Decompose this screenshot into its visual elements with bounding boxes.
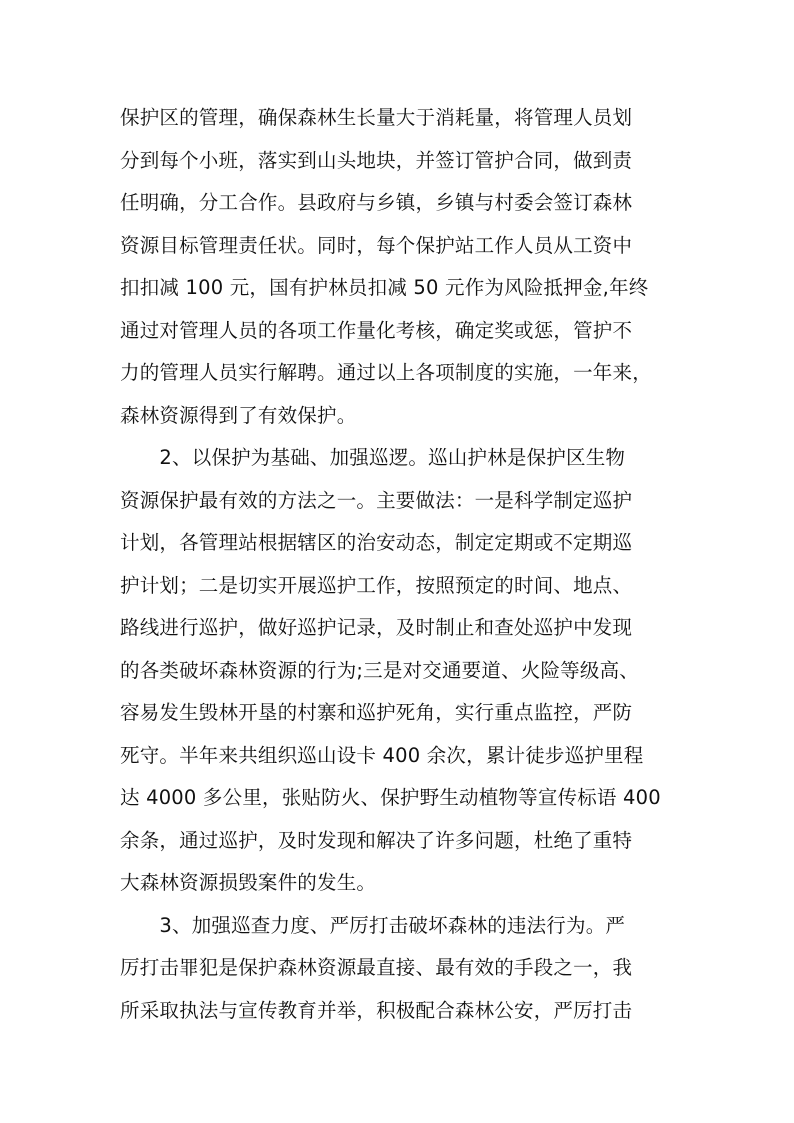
- text-line: 计划，各管理站根据辖区的治安动态，制定定期或不定期巡: [120, 531, 633, 554]
- text-line: 大森林资源损毁案件的发生。: [120, 871, 377, 894]
- text-line: 通过对管理人员的各项工作量化考核，确定奖或惩，管护不: [120, 318, 633, 342]
- text-line: 余条，通过巡护，及时发现和解决了许多问题，杜绝了重特: [120, 828, 633, 852]
- text-line: 所采取执法与宣传教育并举，积极配合森林公安，严厉打击: [120, 998, 633, 1022]
- text-line: 分到每个小班，落实到山头地块，并签订管护合同，做到责: [120, 148, 633, 172]
- text-line: 保护区的管理，确保森林生长量大于消耗量，将管理人员划: [120, 106, 633, 129]
- text-line: 路线进行巡护，做好巡护记录，及时制止和查处巡护中发现: [120, 616, 633, 639]
- text-line: 资源目标管理责任状。同时，每个保护站工作人员从工资中: [120, 233, 633, 257]
- text-line: 任明确，分工合作。县政府与乡镇，乡镇与村委会签订森林: [120, 191, 633, 214]
- text-line: 扣扣减 100 元，国有护林员扣减 50 元作为风险抵押金,年终: [120, 276, 649, 299]
- text-line: 死守。半年来共组织巡山设卡 400 余次，累计徒步巡护里程: [120, 743, 644, 767]
- paragraph-2-start: 2、以保护为基础、加强巡逻。巡山护林是保护区生物: [120, 446, 626, 469]
- text-line: 容易发生毁林开垦的村寨和巡护死角，实行重点监控，严防: [120, 701, 633, 724]
- paragraph-3-start: 3、加强巡查力度、严厉打击破坏森林的违法行为。严: [120, 913, 626, 937]
- text-line: 森林资源得到了有效保护。: [120, 403, 357, 427]
- text-line: 力的管理人员实行解聘。通过以上各项制度的实施，一年来，: [120, 361, 652, 384]
- text-line: 的各类破坏森林资源的行为;三是对交通要道、火险等级高、: [120, 658, 639, 682]
- text-line: 厉打击罪犯是保护森林资源最直接、最有效的手段之一，我: [120, 956, 633, 979]
- text-line: 资源保护最有效的方法之一。主要做法：一是科学制定巡护: [120, 488, 633, 512]
- body-text: [120, 97, 690, 1032]
- text-line: 达 4000 多公里，张贴防火、保护野生动植物等宣传标语 400: [120, 786, 661, 809]
- text-line: 护计划；二是切实开展巡护工作，按照预定的时间、地点、: [120, 573, 633, 597]
